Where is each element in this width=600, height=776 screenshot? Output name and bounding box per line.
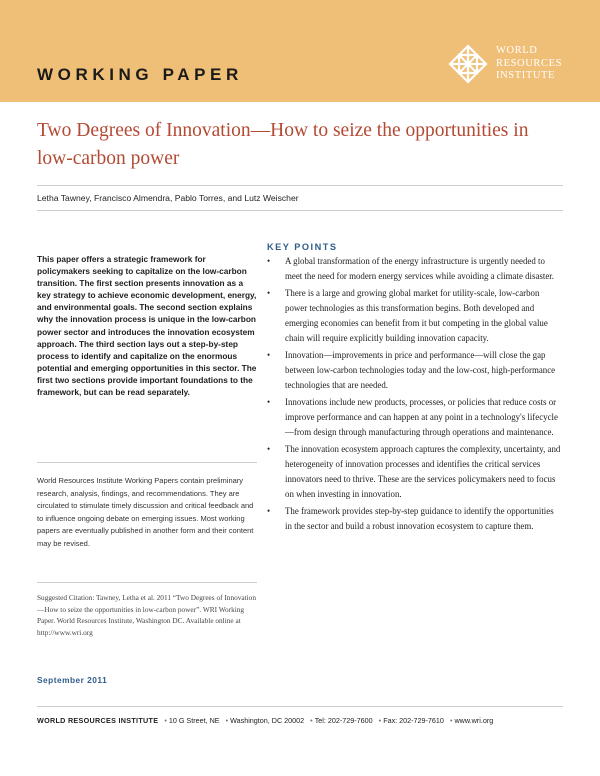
wri-logo-text	[496, 45, 562, 83]
working-paper-note: World Resources Institute Working Papers contain preliminary research, analysis, findings, and recommendations. They are circulated to stimulate timely discussion and critical feedback and to influence ongoing debate on emerging issues. Most working papers are eventually published in another form and their content may be revised.	[37, 476, 254, 548]
key-points-list	[267, 254, 562, 535]
footer-divider	[37, 706, 563, 707]
key-point-text: A global transformation of the energy infrastructure is urgently needed to meet the need for modern energy services while avoiding a climate disaster.	[285, 256, 554, 282]
separator-dot-icon: •	[378, 716, 382, 725]
bullet-icon: •	[267, 349, 271, 360]
key-point-item	[267, 442, 562, 503]
title-divider	[37, 185, 563, 186]
bullet-icon: •	[267, 396, 271, 407]
footer-city: Washington, DC 20002	[230, 716, 305, 725]
key-point-text: The innovation ecosystem approach captures the complexity, uncertainty, and heterogeneity of innovation processes and identifies the critical services innovators need to thrive. These are the services policymakers need to focus on when investing in innovation.	[285, 443, 561, 500]
key-point-text: The framework provides step-by-step guidance to identify the opportunities in the sector and build a robust innovation ecosystem to capture them.	[285, 505, 554, 532]
logo-line-1: WORLD	[496, 45, 538, 56]
note-divider	[37, 582, 257, 583]
key-point-item	[267, 254, 562, 285]
authors-line: Letha Tawney, Francisco Almendra, Pablo Torres, and Lutz Weischer	[37, 193, 299, 203]
key-point-item	[267, 348, 562, 394]
separator-dot-icon: •	[225, 716, 229, 725]
logo-line-3: INSTITUTE	[496, 70, 556, 81]
bullet-icon: •	[267, 287, 271, 298]
logo-line-2: RESOURCES	[496, 57, 563, 69]
key-point-item	[267, 395, 562, 441]
separator-dot-icon: •	[449, 716, 453, 725]
footer-org: WORLD RESOURCES INSTITUTE	[37, 716, 159, 725]
key-point-item	[267, 504, 562, 535]
footer-web: www.wri.org	[454, 716, 494, 725]
key-point-text: There is a large and growing global market for utility-scale, low-carbon power technologies as this transformation begins. Both developed and emerging economies can benefit from it but competing in the global value chain will require explicitly building innovation capacity.	[285, 287, 548, 344]
working-paper-label: WORKING PAPER	[37, 65, 243, 84]
authors-divider	[37, 210, 563, 211]
bullet-icon: •	[267, 505, 271, 516]
document-title: Two Degrees of Innovation—How to seize the opportunities in low-carbon power	[37, 120, 529, 169]
bullet-icon: •	[267, 256, 271, 266]
footer-tel: Tel: 202-729-7600	[314, 716, 373, 725]
key-point-text: Innovation—improvements in price and performance—will close the gap between low-carbon technologies today and the low-cost, high-performance technologies that are needed.	[285, 349, 556, 391]
footer	[37, 716, 577, 725]
abstract-text: This paper offers a strategic framework for policymakers seeking to capitalize on the low-carbon transition. The first section presents innovation as a key strategy to achieve economic development, energy, and environmental goals. The second section explains why the innovation process is unique in the low-carbon power sector and introduces the innovation ecosystem approach. The third section lays out a step-by-step process to identify and capitalize on the enormous potential and emerging opportunities in this sector. The first two sections provide important foundations to the framework, but can be read separately.	[37, 254, 257, 398]
key-point-text: Innovations include new products, processes, or policies that reduce costs or improve performance and can happen at any point in a technology's lifecycle—from design through manufacturing through operations and maintenance.	[285, 396, 558, 438]
suggested-citation: Suggested Citation: Tawney, Letha et al. 2011 “Two Degrees of Innovation—How to seize the opportunities in low-carbon power”. WRI Working Paper. World Resources Institute, Washington DC. Available online at http://www.wri.org	[37, 593, 256, 637]
key-point-item	[267, 286, 562, 347]
publication-date: September 2011	[37, 675, 108, 685]
wri-logo-icon	[448, 44, 488, 84]
key-points-heading: KEY POINTS	[267, 242, 338, 252]
bullet-icon: •	[267, 443, 271, 454]
separator-dot-icon: •	[310, 716, 313, 725]
footer-fax: Fax: 202-729-7610	[383, 716, 444, 725]
separator-dot-icon: •	[164, 716, 167, 725]
footer-address: 10 G Street, NE	[168, 716, 220, 725]
abstract-divider	[37, 462, 257, 463]
